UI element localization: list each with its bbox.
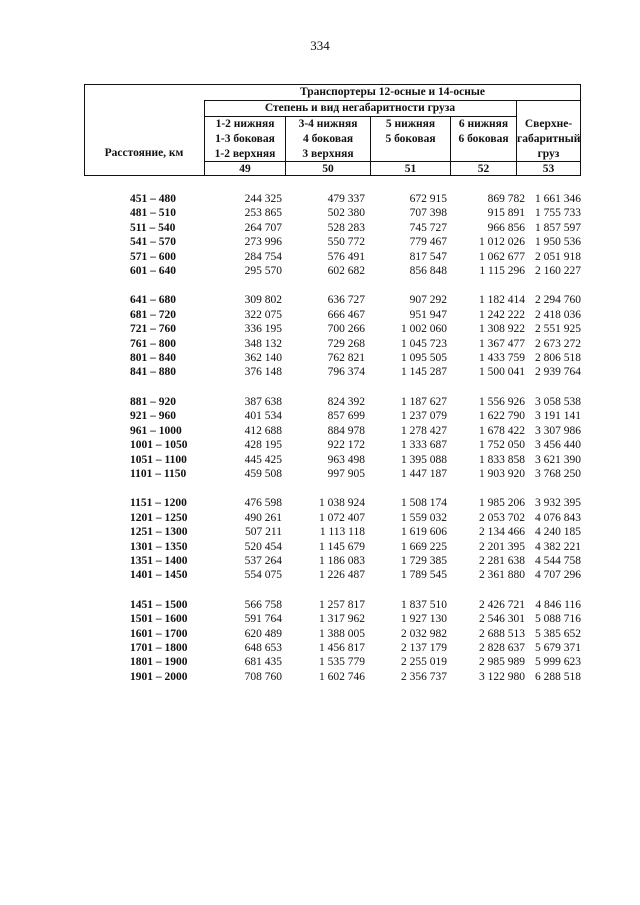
- distance-cell: 1601 – 1700: [130, 627, 188, 640]
- value-cell-50: 602 682: [327, 265, 365, 278]
- distance-cell: 1501 – 1600: [130, 613, 188, 626]
- value-cell-51: 1 045 723: [401, 337, 447, 350]
- distance-cell: 1201 – 1250: [130, 511, 188, 524]
- table-row: [84, 221, 581, 235]
- value-cell-53: 2 051 918: [535, 250, 581, 263]
- column-49-label: 1-2 нижняя 1-3 боковая 1-2 верхняя: [214, 118, 276, 160]
- value-cell-52: 1 182 414: [479, 294, 525, 307]
- value-cell-50: 1 602 746: [319, 670, 365, 683]
- value-cell-50: 1 317 962: [319, 613, 365, 626]
- value-cell-50: 1 257 817: [319, 598, 365, 611]
- value-cell-50: 576 491: [327, 250, 365, 263]
- value-cell-51: 707 398: [409, 207, 447, 220]
- value-cell-52: 1 115 296: [479, 265, 525, 278]
- distance-cell: 1251 – 1300: [130, 526, 188, 539]
- column-52-label: 6 нижняя 6 боковая: [458, 118, 509, 145]
- distance-cell: 961 – 1000: [130, 424, 182, 437]
- distance-cell: 1901 – 2000: [130, 670, 188, 683]
- value-cell-53: 1 661 346: [535, 193, 581, 205]
- table-row: [84, 337, 581, 351]
- value-cell-50: 1 388 005: [319, 627, 365, 640]
- value-cell-49: 348 132: [244, 337, 282, 350]
- value-cell-50: 636 727: [327, 294, 365, 307]
- value-cell-49: 490 261: [244, 511, 282, 524]
- distance-cell: 881 – 920: [130, 395, 176, 408]
- distance-cell: 1101 – 1150: [130, 467, 187, 480]
- value-cell-52: 2 134 466: [479, 526, 525, 539]
- value-cell-51: 2 032 982: [401, 627, 447, 640]
- value-cell-51: 1 837 510: [401, 598, 447, 611]
- value-cell-49: 253 865: [244, 207, 282, 220]
- value-cell-51: 1 669 225: [401, 540, 447, 553]
- value-cell-52: 915 891: [487, 207, 525, 220]
- value-cell-50: 550 772: [327, 236, 365, 249]
- distance-cell: 1701 – 1800: [130, 641, 188, 654]
- table-row: [84, 192, 581, 206]
- value-cell-52: 1 985 206: [479, 497, 525, 510]
- value-cell-53: 3 456 440: [535, 439, 581, 452]
- distance-cell: 601 – 640: [130, 265, 176, 278]
- value-cell-52: 2 688 513: [479, 627, 525, 640]
- value-cell-53: 4 240 185: [535, 526, 581, 539]
- value-cell-49: 322 075: [244, 308, 282, 321]
- value-cell-52: 1 556 926: [479, 395, 525, 408]
- value-cell-49: 648 653: [244, 641, 282, 654]
- value-cell-49: 708 760: [244, 670, 282, 683]
- value-cell-51: 1 619 606: [401, 526, 447, 539]
- distance-cell: 1301 – 1350: [130, 540, 188, 553]
- header-group-title: Транспортеры 12-осные и 14-осные: [300, 86, 485, 98]
- value-cell-50: 796 374: [327, 366, 365, 379]
- value-cell-51: 2 255 019: [401, 656, 447, 669]
- value-cell-52: 966 856: [487, 221, 525, 234]
- value-cell-52: 1 678 422: [479, 424, 525, 437]
- value-cell-51: 745 727: [409, 221, 447, 234]
- value-cell-51: 1 333 687: [401, 439, 447, 452]
- value-cell-53: 5 999 623: [535, 656, 581, 669]
- value-cell-52: 1 500 041: [479, 366, 525, 379]
- value-cell-51: 1 095 505: [401, 352, 447, 365]
- value-cell-49: 476 598: [244, 497, 282, 510]
- value-cell-52: 2 201 395: [479, 540, 525, 553]
- group-spacer: [84, 278, 581, 293]
- distance-cell: 1001 – 1050: [130, 439, 188, 452]
- table-row: [84, 641, 581, 655]
- value-cell-52: 1 622 790: [479, 410, 525, 423]
- value-cell-52: 1 833 858: [479, 453, 525, 466]
- table-row: [84, 351, 581, 365]
- value-cell-53: 2 673 272: [535, 337, 581, 350]
- value-cell-53: 1 950 536: [535, 236, 581, 249]
- value-cell-49: 620 489: [244, 627, 282, 640]
- value-cell-52: 1 903 920: [479, 467, 525, 480]
- value-cell-51: 1 927 130: [401, 613, 447, 626]
- table-row: [84, 395, 581, 409]
- value-cell-51: 1 237 079: [401, 410, 447, 423]
- value-cell-53: 4 707 296: [535, 569, 581, 582]
- value-cell-51: 1 729 385: [401, 554, 447, 567]
- distance-cell: 681 – 720: [130, 308, 176, 321]
- table-row: [84, 627, 581, 641]
- value-cell-52: 3 122 980: [479, 670, 525, 683]
- table-row: [84, 598, 581, 612]
- value-cell-51: 1 145 287: [401, 366, 447, 379]
- column-50-number: 50: [322, 163, 334, 175]
- value-cell-49: 309 802: [244, 294, 282, 307]
- value-cell-52: 1 242 222: [479, 308, 525, 321]
- value-cell-52: 1 752 050: [479, 439, 525, 452]
- value-cell-49: 295 570: [244, 265, 282, 278]
- value-cell-50: 700 266: [327, 323, 365, 336]
- value-cell-51: 2 137 179: [401, 641, 447, 654]
- value-cell-53: 4 382 221: [535, 540, 581, 553]
- value-cell-50: 922 172: [327, 439, 365, 452]
- group-spacer: [84, 583, 581, 598]
- value-cell-49: 244 325: [244, 193, 282, 205]
- distance-cell: 1351 – 1400: [130, 554, 188, 567]
- value-cell-49: 459 508: [244, 467, 282, 480]
- distance-cell: 761 – 800: [130, 337, 176, 350]
- value-cell-53: 4 076 843: [535, 511, 581, 524]
- value-cell-51: 856 848: [409, 265, 447, 278]
- column-53-label: Сверхне- габаритный груз: [517, 118, 581, 160]
- value-cell-50: 762 821: [327, 352, 365, 365]
- value-cell-49: 362 140: [244, 352, 282, 365]
- value-cell-51: 1 395 088: [401, 453, 447, 466]
- value-cell-51: 1 559 032: [401, 511, 447, 524]
- value-cell-50: 1 226 487: [319, 569, 365, 582]
- value-cell-49: 264 707: [244, 221, 282, 234]
- table-row: [84, 250, 581, 264]
- table-row: [84, 655, 581, 669]
- value-cell-51: 907 292: [409, 294, 447, 307]
- value-cell-51: 2 356 737: [401, 670, 447, 683]
- value-cell-53: 2 806 518: [535, 352, 581, 365]
- distance-cell: 721 – 760: [130, 323, 176, 336]
- header-sub-title: Степень и вид негабаритности груза: [264, 102, 456, 114]
- value-cell-52: 1 308 922: [479, 323, 525, 336]
- value-cell-50: 528 283: [327, 221, 365, 234]
- distance-cell: 841 – 880: [130, 366, 176, 379]
- value-cell-53: 3 307 986: [535, 424, 581, 437]
- value-cell-51: 779 467: [409, 236, 447, 249]
- value-cell-50: 1 072 407: [319, 511, 365, 524]
- value-cell-51: 1 002 060: [401, 323, 447, 336]
- column-51-label: 5 нижняя 5 боковая: [385, 118, 436, 145]
- value-cell-49: 401 534: [244, 410, 282, 423]
- value-cell-50: 1 535 779: [319, 656, 365, 669]
- value-cell-49: 566 758: [244, 598, 282, 611]
- value-cell-50: 1 038 924: [319, 497, 365, 510]
- value-cell-49: 336 195: [244, 323, 282, 336]
- column-51-number: 51: [404, 163, 417, 175]
- value-cell-49: 445 425: [244, 453, 282, 466]
- table-row: [84, 670, 581, 684]
- value-cell-51: 1 447 187: [401, 467, 447, 480]
- value-cell-51: 951 947: [409, 308, 447, 321]
- value-cell-53: 3 768 250: [535, 467, 581, 480]
- value-cell-49: 537 264: [244, 554, 282, 567]
- distance-cell: 1451 – 1500: [130, 598, 188, 611]
- value-cell-53: 3 191 141: [535, 410, 581, 423]
- value-cell-53: 4 846 116: [535, 598, 581, 611]
- value-cell-53: 3 621 390: [535, 453, 581, 466]
- value-cell-52: 1 367 477: [479, 337, 525, 350]
- value-cell-50: 502 380: [327, 207, 365, 220]
- distance-cell: 571 – 600: [130, 250, 176, 263]
- value-cell-52: 1 062 677: [479, 250, 525, 263]
- value-cell-50: 963 498: [327, 453, 365, 466]
- table-row: [84, 235, 581, 249]
- value-cell-50: 729 268: [327, 337, 365, 350]
- value-cell-49: 507 211: [245, 526, 282, 539]
- table-row: [84, 525, 581, 539]
- value-cell-49: 273 996: [244, 236, 282, 249]
- tariff-table: [84, 192, 581, 684]
- table-row: [84, 554, 581, 568]
- table-row: [84, 322, 581, 336]
- value-cell-52: 2 361 880: [479, 569, 525, 582]
- value-cell-50: 997 905: [327, 467, 365, 480]
- value-cell-53: 5 088 716: [535, 613, 581, 626]
- distance-cell: 641 – 680: [130, 294, 176, 307]
- distance-cell: 1051 – 1100: [130, 453, 187, 466]
- table-row: [84, 438, 581, 452]
- value-cell-49: 520 454: [244, 540, 282, 553]
- value-cell-52: 869 782: [487, 193, 525, 205]
- table-header: [84, 84, 581, 176]
- value-cell-53: 2 160 227: [535, 265, 581, 278]
- value-cell-53: 6 288 518: [535, 670, 581, 683]
- value-cell-52: 2 546 301: [479, 613, 525, 626]
- value-cell-50: 1 145 679: [319, 540, 365, 553]
- table-row: [84, 409, 581, 423]
- table-row: [84, 467, 581, 481]
- value-cell-50: 1 186 083: [319, 554, 365, 567]
- group-spacer: [84, 481, 581, 496]
- distance-cell: 1401 – 1450: [130, 569, 188, 582]
- value-cell-52: 1 433 759: [479, 352, 525, 365]
- table-row: [84, 612, 581, 626]
- value-cell-50: 479 337: [327, 193, 365, 205]
- value-cell-49: 681 435: [244, 656, 282, 669]
- table-row: [84, 540, 581, 554]
- column-50-label: 3-4 нижняя 4 боковая 3 верхняя: [298, 118, 358, 160]
- table-row: [84, 568, 581, 582]
- value-cell-53: 5 679 371: [535, 641, 581, 654]
- value-cell-49: 284 754: [244, 250, 282, 263]
- table-row: [84, 293, 581, 307]
- value-cell-49: 412 688: [244, 424, 282, 437]
- value-cell-53: 2 551 925: [535, 323, 581, 336]
- value-cell-50: 884 978: [327, 424, 365, 437]
- table-row: [84, 496, 581, 510]
- value-cell-53: 2 939 764: [535, 366, 581, 379]
- value-cell-49: 591 764: [244, 613, 282, 626]
- value-cell-50: 666 467: [327, 308, 365, 321]
- value-cell-51: 672 915: [409, 193, 447, 205]
- value-cell-49: 554 075: [244, 569, 282, 582]
- column-49-number: 49: [239, 163, 251, 175]
- value-cell-50: 824 392: [327, 395, 365, 408]
- header-distance-label: Расстояние, км: [104, 147, 184, 159]
- value-cell-52: 2 053 702: [479, 511, 525, 524]
- value-cell-52: 2 281 638: [479, 554, 525, 567]
- value-cell-53: 1 857 597: [535, 221, 581, 234]
- table-row: [84, 264, 581, 278]
- value-cell-51: 1 508 174: [401, 497, 447, 510]
- value-cell-53: 2 418 036: [535, 308, 581, 321]
- page-number: 334: [310, 38, 330, 53]
- value-cell-52: 1 012 026: [479, 236, 525, 249]
- distance-cell: 921 – 960: [130, 410, 176, 423]
- value-cell-52: 2 426 721: [479, 598, 525, 611]
- value-cell-52: 2 985 989: [479, 656, 525, 669]
- distance-cell: 511 – 540: [130, 221, 176, 234]
- distance-cell: 541 – 570: [130, 236, 176, 249]
- tariff-table-body: [84, 192, 581, 684]
- value-cell-50: 1 456 817: [319, 641, 365, 654]
- value-cell-49: 387 638: [244, 395, 282, 408]
- distance-cell: 801 – 840: [130, 352, 176, 365]
- value-cell-53: 2 294 760: [535, 294, 581, 307]
- value-cell-51: 1 187 627: [401, 395, 447, 408]
- table-row: [84, 206, 581, 220]
- group-spacer: [84, 380, 581, 395]
- distance-cell: 1801 – 1900: [130, 656, 188, 669]
- value-cell-50: 857 699: [327, 410, 365, 423]
- table-row: [84, 308, 581, 322]
- value-cell-53: 5 385 652: [535, 627, 581, 640]
- distance-cell: 451 – 480: [130, 193, 176, 205]
- value-cell-50: 1 113 118: [319, 526, 365, 539]
- column-53-number: 53: [542, 163, 555, 175]
- value-cell-53: 4 544 758: [535, 554, 581, 567]
- value-cell-49: 428 195: [244, 439, 282, 452]
- distance-cell: 481 – 510: [130, 207, 176, 220]
- value-cell-53: 3 058 538: [535, 395, 581, 408]
- table-row: [84, 453, 581, 467]
- header-left-border: [84, 84, 85, 176]
- table-row: [84, 424, 581, 438]
- column-52-number: 52: [477, 163, 490, 175]
- value-cell-51: 1 278 427: [401, 424, 447, 437]
- value-cell-51: 1 789 545: [401, 569, 447, 582]
- value-cell-53: 3 932 395: [535, 497, 581, 510]
- value-cell-51: 817 547: [409, 250, 447, 263]
- value-cell-49: 376 148: [244, 366, 282, 379]
- table-row: [84, 365, 581, 379]
- value-cell-53: 1 755 733: [535, 207, 581, 220]
- table-row: [84, 511, 581, 525]
- distance-cell: 1151 – 1200: [130, 497, 187, 510]
- value-cell-52: 2 828 637: [479, 641, 525, 654]
